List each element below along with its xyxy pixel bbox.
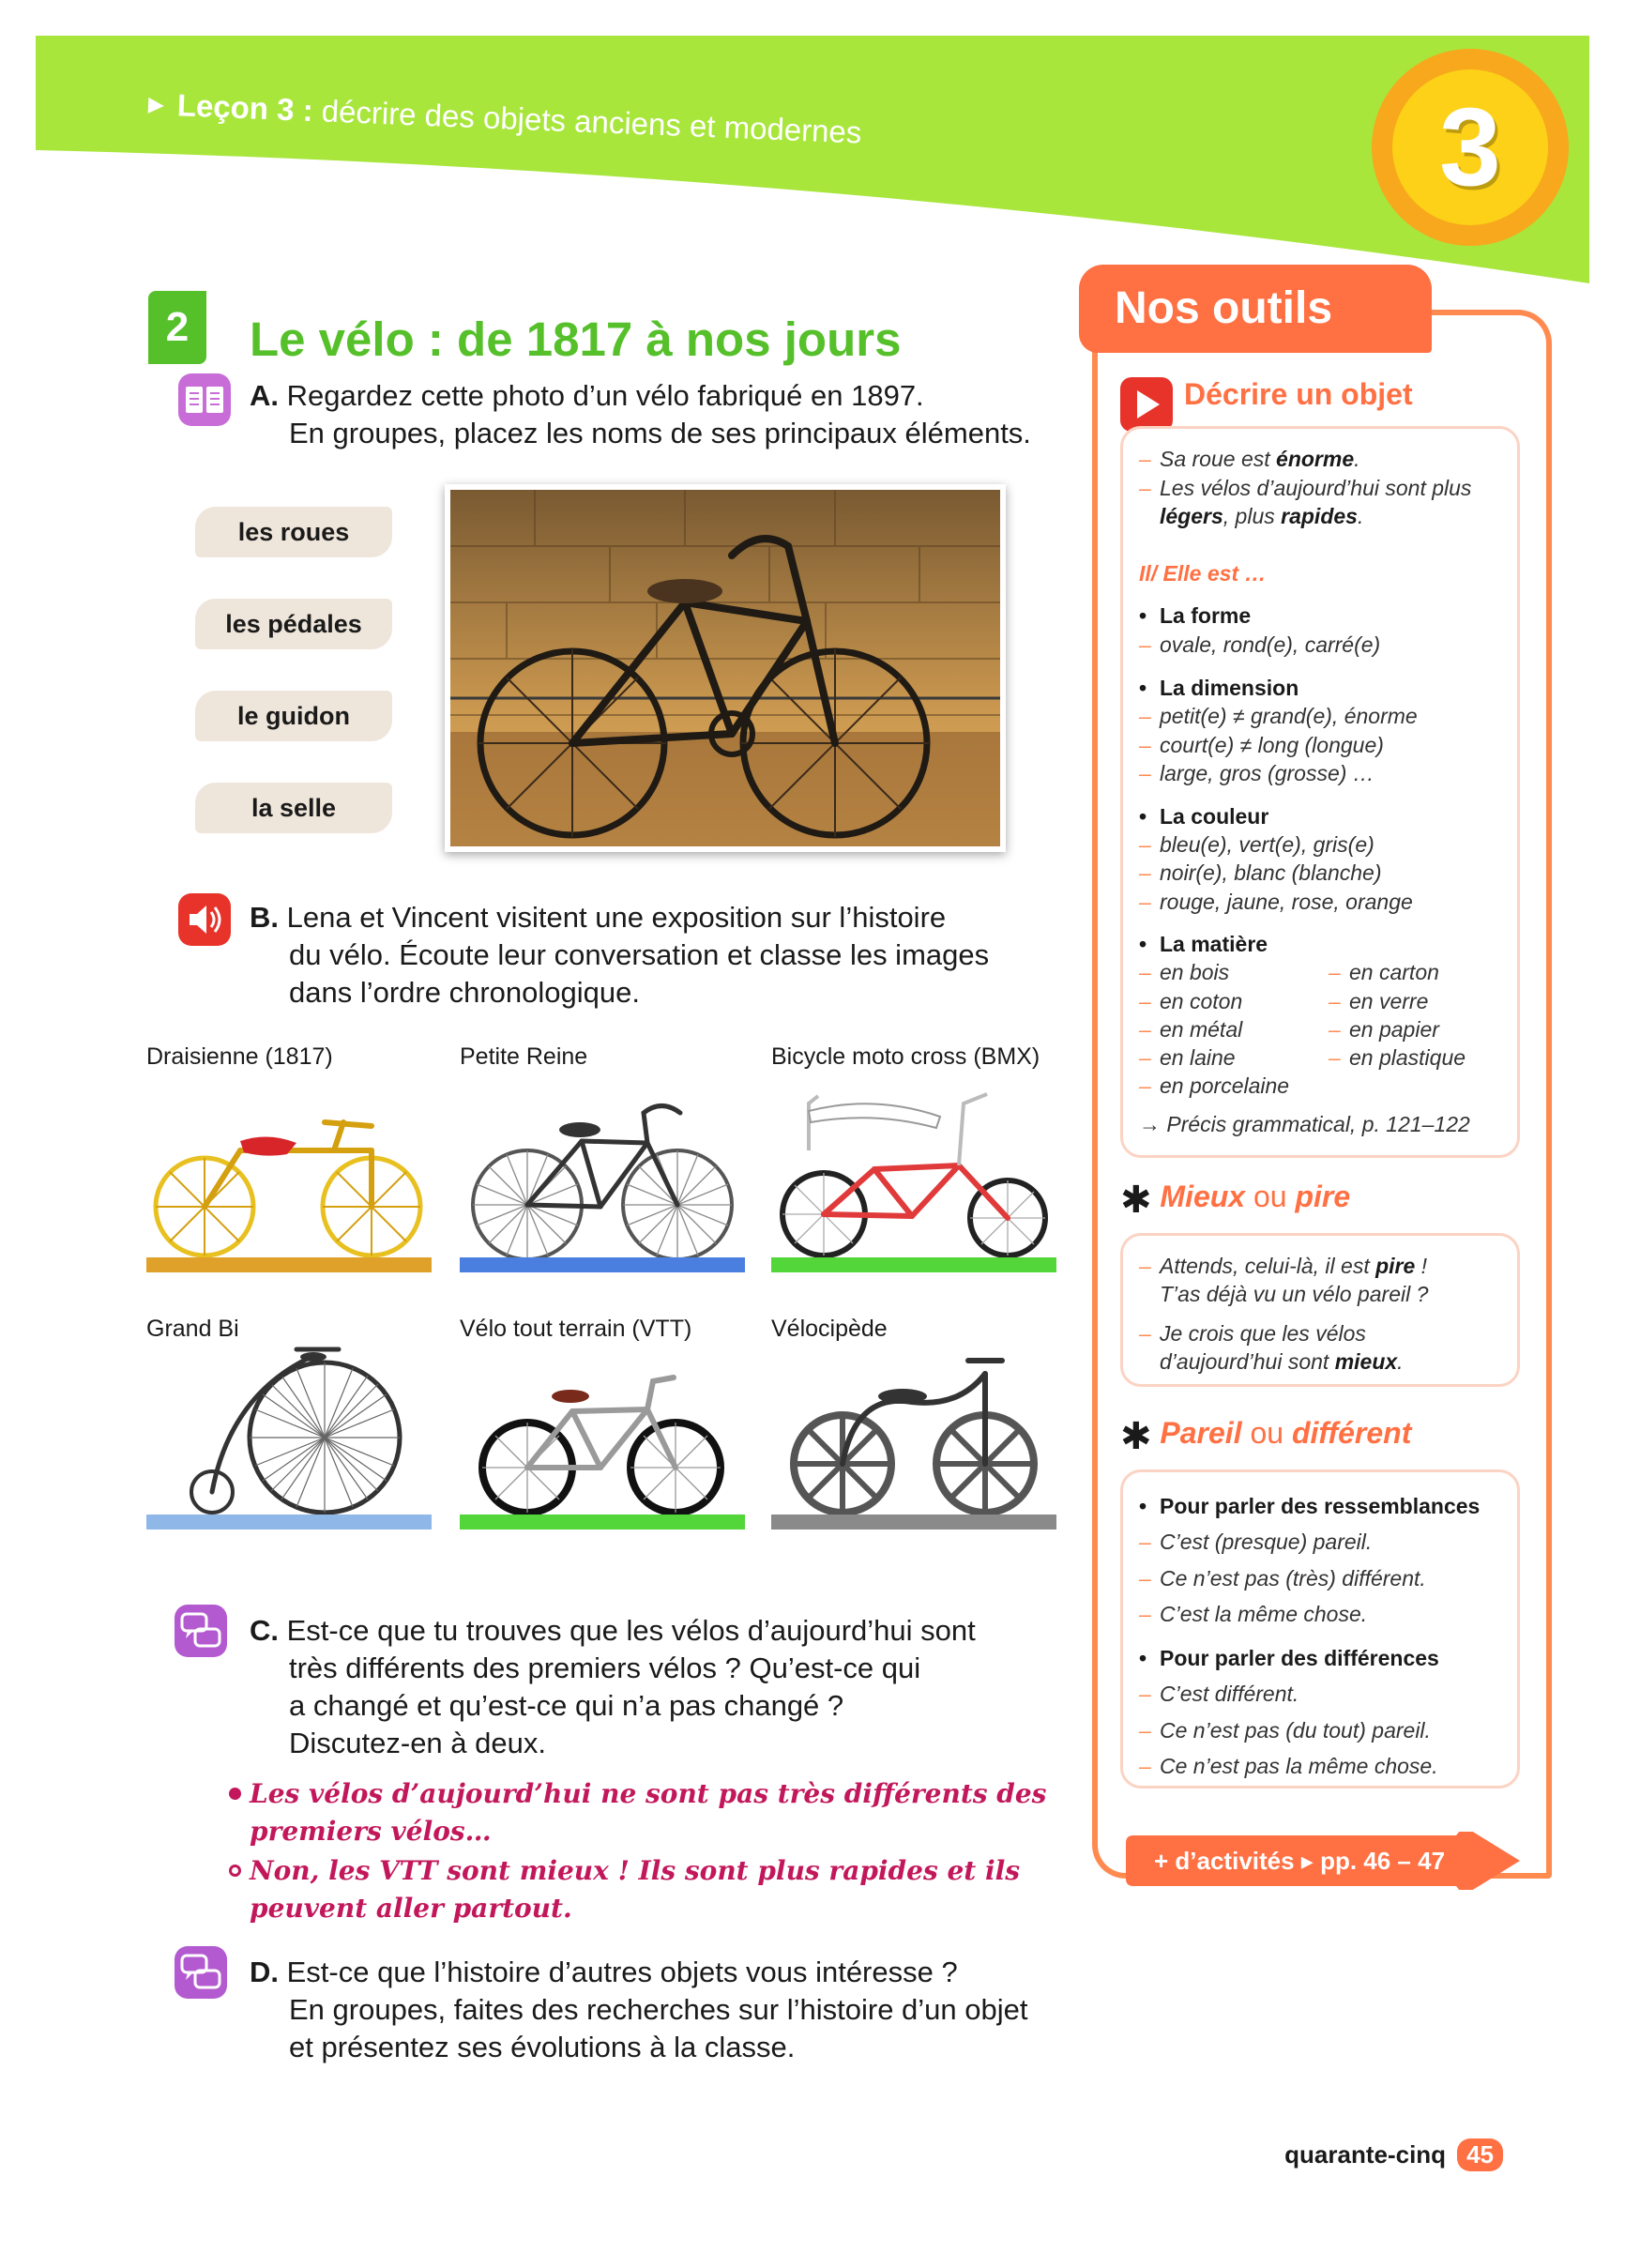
forme-heading: • La forme <box>1160 601 1251 630</box>
label-chip-pedales[interactable]: les pédales <box>195 599 392 649</box>
chat-icon <box>175 1605 227 1657</box>
mieux-line: – Attends, celui-là, il est pire ! <box>1160 1252 1427 1280</box>
pareil-heading: ✱ Pareil ou différent <box>1120 1416 1412 1457</box>
asterisk-icon: ✱ <box>1120 1180 1152 1221</box>
exercise-a-text: A. Regardez cette photo d’un vélo fabriqué en 1897. En groupes, placez les noms de ses principaux éléments. <box>250 379 1031 449</box>
unit-badge <box>1372 49 1569 246</box>
difference-item: – Ce n’est pas la même chose. <box>1160 1752 1438 1780</box>
outils-title: Nos outils <box>1079 265 1432 353</box>
ressemblance-item: – C’est (presque) pareil. <box>1160 1528 1372 1556</box>
page-number-word: quarante-cinq <box>1284 2139 1447 2169</box>
label-chip-roues[interactable]: les roues <box>195 507 392 557</box>
forme-item: – ovale, rond(e), carré(e) <box>1160 631 1380 659</box>
il-elle-label: Il/ Elle est … <box>1139 561 1267 586</box>
sample-answer-1: Les vélos d’aujourd’hui ne sont pas très différents des premiers vélos… <box>250 1775 1046 1850</box>
matiere-item: – en papier <box>1349 1015 1439 1043</box>
matiere-item: – en verre <box>1349 987 1428 1015</box>
ressemblances-heading: • Pour parler des ressemblances <box>1160 1492 1480 1520</box>
ground-strip <box>146 1257 432 1272</box>
page-number: 45 <box>1457 2139 1503 2171</box>
vtt-image[interactable] <box>460 1336 745 1515</box>
asterisk-icon: ✱ <box>1120 1416 1152 1457</box>
lesson-prefix: Leçon 3 : <box>176 87 314 129</box>
matiere-item: – en laine <box>1160 1043 1236 1072</box>
precis-link[interactable]: → Précis grammatical, p. 121–122 <box>1139 1112 1470 1136</box>
bike-caption: Grand Bi <box>146 1316 239 1342</box>
draisienne-image[interactable] <box>146 1085 432 1263</box>
matiere-item: – en métal <box>1160 1015 1242 1043</box>
couleur-item: – noir(e), blanc (blanche) <box>1160 859 1382 887</box>
bmx-image[interactable] <box>771 1085 1056 1263</box>
more-activities-label: + d’activités ▸ pp. 46 – 47 <box>1154 1847 1446 1875</box>
mieux-heading: ✱ Mieux ou pire <box>1120 1180 1351 1221</box>
play-icon[interactable] <box>1120 377 1173 432</box>
dimension-item: – petit(e) ≠ grand(e), énorme <box>1160 702 1418 730</box>
matiere-item: – en carton <box>1349 958 1439 986</box>
arrow-right-icon: ▶ <box>147 92 165 116</box>
decrire-heading: Décrire un objet <box>1184 377 1413 411</box>
mieux-line: T’as déjà vu un vélo pareil ? <box>1160 1282 1429 1306</box>
dimension-heading: • La dimension <box>1160 674 1298 702</box>
section-title: Le vélo : de 1817 à nos jours <box>250 312 902 366</box>
matiere-item: – en plastique <box>1349 1043 1466 1072</box>
bike-caption: Vélocipède <box>771 1316 888 1342</box>
exercise-b-text: B. Lena et Vincent visitent une exposition sur l’histoire du vélo. Écoute leur conversation et classe les images dans l’ordre chronologique. <box>250 901 990 1009</box>
bike-caption: Draisienne (1817) <box>146 1043 333 1070</box>
matiere-heading: • La matière <box>1160 930 1268 958</box>
page-footer <box>1284 2136 1503 2173</box>
exercise-d-text: D. Est-ce que l’histoire d’autres objets vous intéresse ? En groupes, faites des recherches sur l’histoire d’un objet et présentez ses évolutions à la classe. <box>250 1956 1028 2063</box>
speaker-icon[interactable] <box>178 893 231 946</box>
bike-caption: Vélo tout terrain (VTT) <box>460 1316 692 1342</box>
ground-strip <box>771 1257 1056 1272</box>
dimension-item: – court(e) ≠ long (longue) <box>1160 731 1384 759</box>
difference-item: – C’est différent. <box>1160 1680 1298 1708</box>
book-icon <box>178 373 231 426</box>
ressemblance-item: – Ce n’est pas (très) différent. <box>1160 1564 1426 1592</box>
label-chip-guidon[interactable]: le guidon <box>195 691 392 741</box>
decrire-example-2: – Les vélos d’aujourd’hui sont plus <box>1160 474 1471 502</box>
mieux-line: d’aujourd’hui sont mieux. <box>1160 1349 1404 1374</box>
sample-answer-2: Non, les VTT sont mieux ! Ils sont plus rapides et ils peuvent aller partout. <box>250 1852 1020 1927</box>
grand-bi-image[interactable] <box>146 1336 432 1515</box>
velocipede-image[interactable] <box>771 1336 1056 1515</box>
couleur-item: – bleu(e), vert(e), gris(e) <box>1160 830 1374 859</box>
matiere-item: – en coton <box>1160 987 1242 1015</box>
ressemblance-item: – C’est la même chose. <box>1160 1600 1367 1628</box>
differences-heading: • Pour parler des différences <box>1160 1644 1439 1672</box>
antique-bicycle-photo <box>445 484 1006 852</box>
ground-strip <box>146 1515 432 1530</box>
ground-strip <box>460 1515 745 1530</box>
lesson-title-text: décrire des objets anciens et modernes <box>321 93 863 150</box>
section-number: 2 <box>148 291 206 364</box>
bike-caption: Petite Reine <box>460 1043 588 1070</box>
couleur-item: – rouge, jaune, rose, orange <box>1160 888 1413 916</box>
matiere-item: – en bois <box>1160 958 1229 986</box>
chat-icon <box>175 1946 227 1999</box>
ground-strip <box>771 1515 1056 1530</box>
decrire-example-2-cont: légers, plus rapides. <box>1160 504 1364 528</box>
petite-reine-image[interactable] <box>460 1085 745 1263</box>
unit-number: 3 <box>1439 85 1501 209</box>
mieux-line: – Je crois que les vélos <box>1160 1319 1366 1347</box>
bike-caption: Bicycle moto cross (BMX) <box>771 1043 1040 1070</box>
difference-item: – Ce n’est pas (du tout) pareil. <box>1160 1716 1431 1744</box>
ground-strip <box>460 1257 745 1272</box>
more-activities-button[interactable] <box>1126 1832 1520 1890</box>
decrire-example-1: – Sa roue est énorme. <box>1160 445 1360 473</box>
label-chip-selle[interactable]: la selle <box>195 783 392 833</box>
couleur-heading: • La couleur <box>1160 802 1268 830</box>
exercise-c-text: C. Est-ce que tu trouves que les vélos d’aujourd’hui sont très différents des premiers vélos ? Qu’est-ce qui a changé et qu’est-ce qui n’a pas changé ? Discutez-en à deux. <box>250 1614 976 1759</box>
matiere-item: – en porcelaine <box>1160 1072 1289 1100</box>
dimension-item: – large, gros (grosse) … <box>1160 759 1374 787</box>
